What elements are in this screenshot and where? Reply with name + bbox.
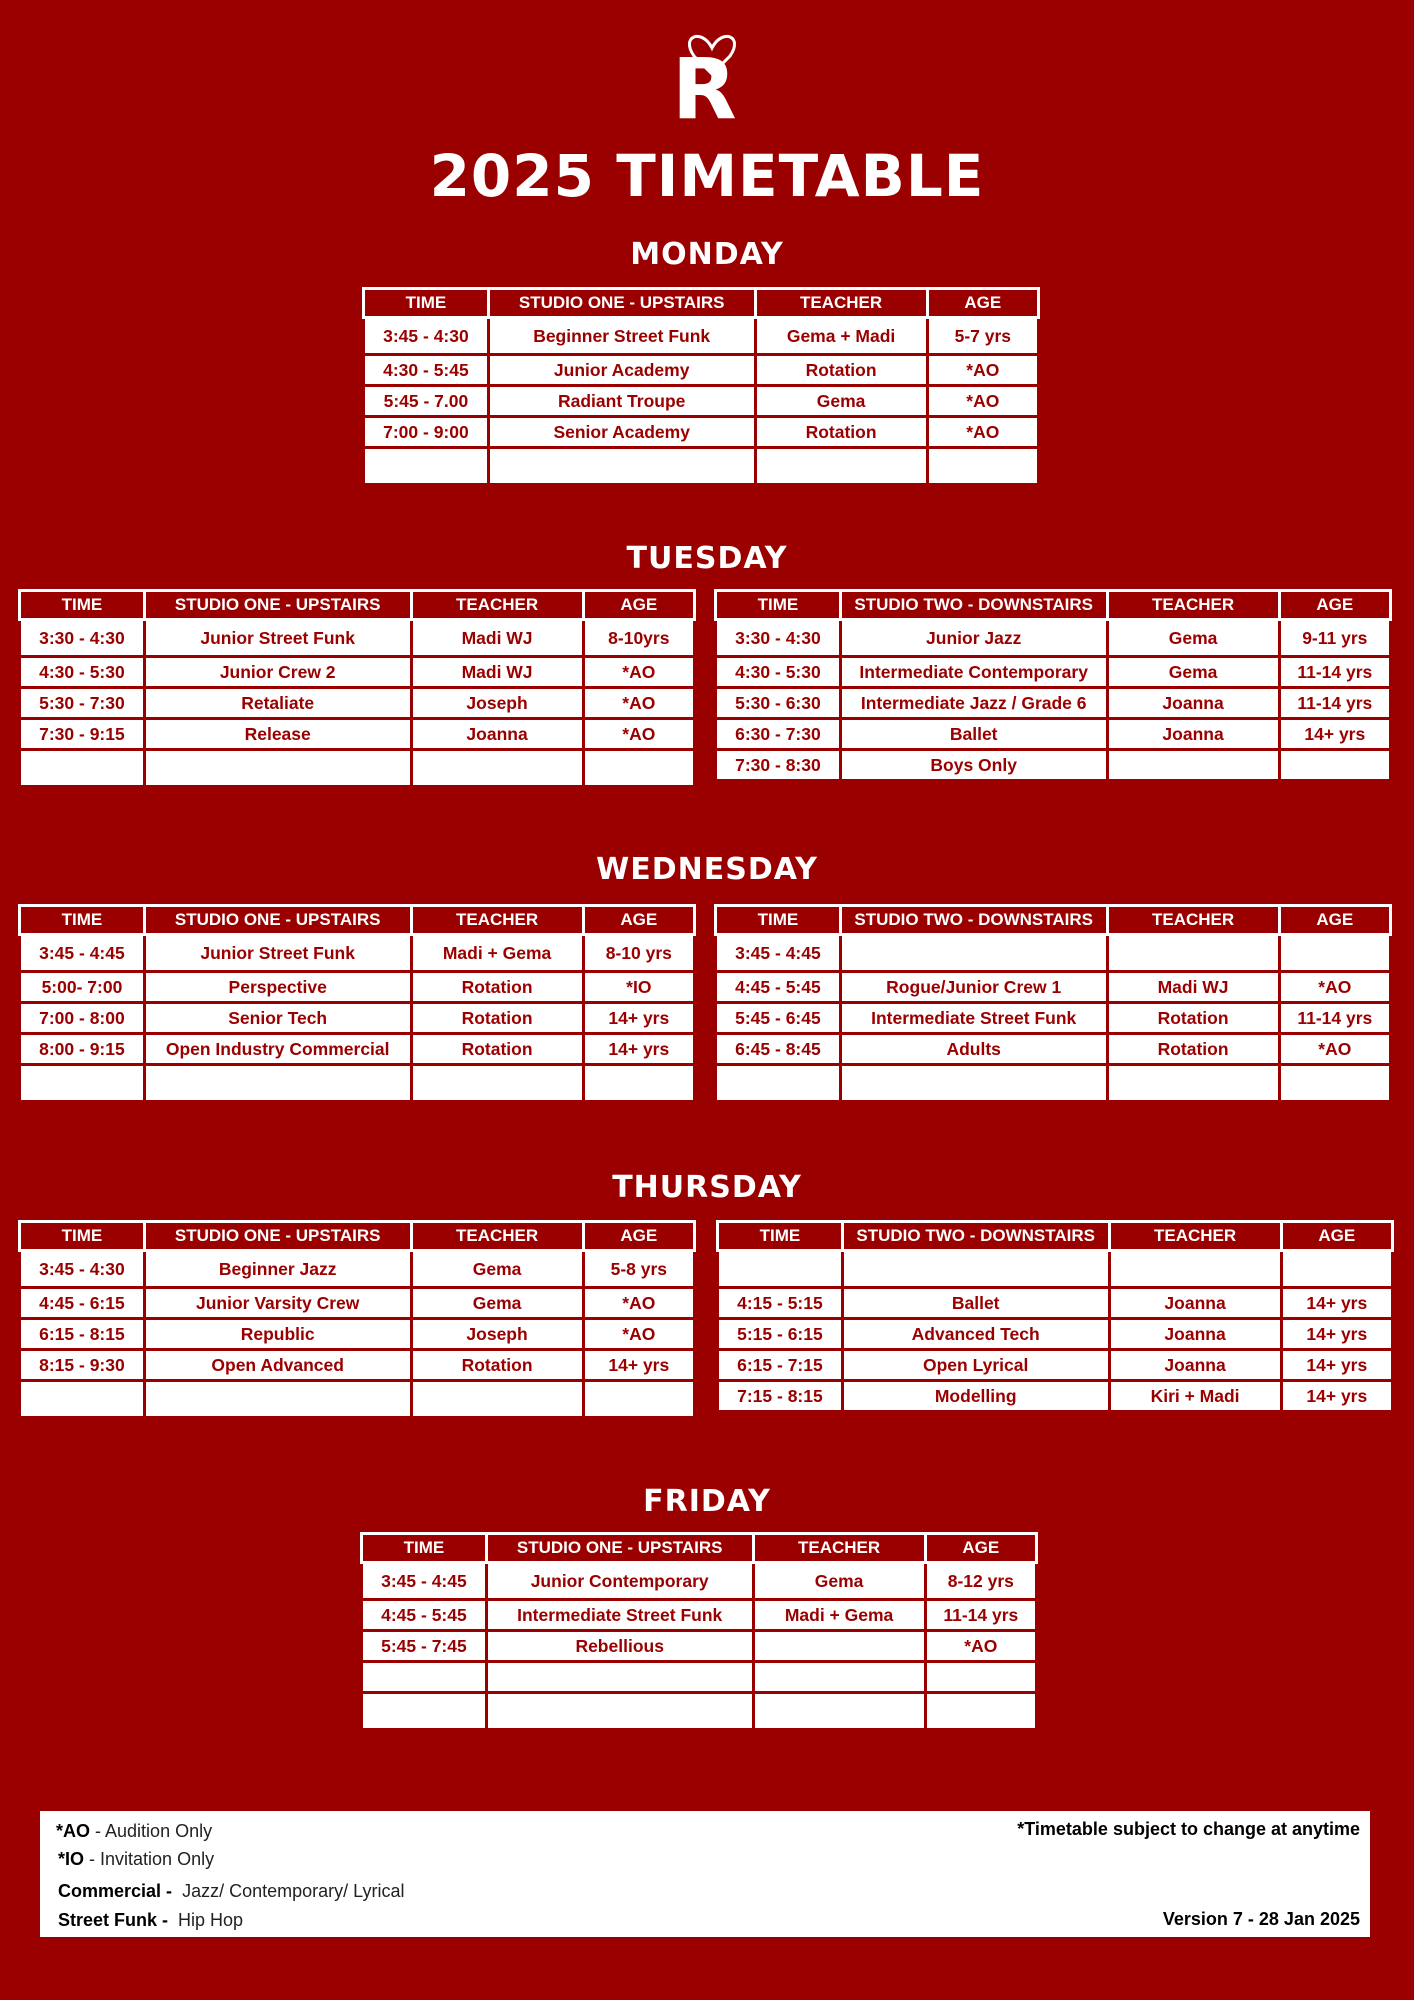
studio-header: STUDIO TWO - DOWNSTAIRS xyxy=(842,1222,1109,1251)
thursday-studio-one-table xyxy=(18,1220,696,1419)
table-row xyxy=(20,1381,695,1418)
teacher-cell: Gema xyxy=(411,1288,583,1319)
time-cell: 8:15 - 9:30 xyxy=(20,1350,145,1381)
teacher-cell: Gema xyxy=(755,386,927,417)
time-cell: 7:00 - 8:00 xyxy=(20,1003,145,1034)
class-cell: Adults xyxy=(840,1034,1107,1065)
class-cell: Open Advanced xyxy=(144,1350,411,1381)
age-cell xyxy=(925,1662,1036,1693)
class-cell: Beginner Jazz xyxy=(144,1251,411,1288)
class-cell: Advanced Tech xyxy=(842,1319,1109,1350)
class-cell xyxy=(840,935,1107,972)
time-cell: 4:45 - 5:45 xyxy=(716,972,841,1003)
time-cell xyxy=(716,1065,841,1102)
teacher-cell: Gema xyxy=(411,1251,583,1288)
class-cell xyxy=(486,1693,753,1730)
age-cell: 14+ yrs xyxy=(1281,1381,1392,1412)
class-cell xyxy=(144,750,411,787)
monday-studio-one-table xyxy=(362,287,1040,486)
table-row xyxy=(718,1381,1393,1412)
teacher-cell xyxy=(411,750,583,787)
thursday-title: THURSDAY xyxy=(612,1170,802,1205)
teacher-cell: Kiri + Madi xyxy=(1109,1381,1281,1412)
class-cell: Modelling xyxy=(842,1381,1109,1412)
teacher-cell: Gema xyxy=(1107,620,1279,657)
age-cell: *AO xyxy=(1279,972,1390,1003)
class-cell: Boys Only xyxy=(840,750,1107,781)
teacher-cell: Gema xyxy=(753,1563,925,1600)
table-row xyxy=(362,1631,1037,1662)
class-cell: Retaliate xyxy=(144,688,411,719)
studio-header: STUDIO ONE - UPSTAIRS xyxy=(488,289,755,318)
teacher-cell: Joseph xyxy=(411,1319,583,1350)
teacher-cell: Joanna xyxy=(1109,1288,1281,1319)
table-row xyxy=(20,1034,695,1065)
teacher-cell: Gema xyxy=(1107,657,1279,688)
class-cell: Rogue/Junior Crew 1 xyxy=(840,972,1107,1003)
teacher-cell: Gema + Madi xyxy=(755,318,927,355)
age-cell: *AO xyxy=(583,688,694,719)
time-cell xyxy=(364,448,489,485)
teacher-cell: Madi + Gema xyxy=(753,1600,925,1631)
thursday-studio-two-table xyxy=(716,1220,1394,1413)
time-cell xyxy=(718,1251,843,1288)
time-cell: 6:45 - 8:45 xyxy=(716,1034,841,1065)
studio-header: STUDIO ONE - UPSTAIRS xyxy=(144,591,411,620)
time-cell: 3:45 - 4:45 xyxy=(362,1563,487,1600)
age-header: AGE xyxy=(1279,591,1390,620)
teacher-cell: Madi WJ xyxy=(1107,972,1279,1003)
age-cell xyxy=(1281,1251,1392,1288)
class-cell xyxy=(144,1065,411,1102)
age-cell xyxy=(925,1693,1036,1730)
age-cell: 14+ yrs xyxy=(1281,1319,1392,1350)
teacher-header: TEACHER xyxy=(753,1534,925,1563)
teacher-cell xyxy=(1107,1065,1279,1102)
ao-key: *AO xyxy=(56,1821,91,1841)
class-cell: Ballet xyxy=(840,719,1107,750)
age-header: AGE xyxy=(583,906,694,935)
time-cell: 4:30 - 5:30 xyxy=(716,657,841,688)
table-row xyxy=(20,935,695,972)
time-cell xyxy=(20,750,145,787)
class-cell: Junior Street Funk xyxy=(144,935,411,972)
age-cell: 8-10yrs xyxy=(583,620,694,657)
teacher-cell: Rotation xyxy=(755,355,927,386)
class-cell xyxy=(486,1662,753,1693)
time-header: TIME xyxy=(716,906,841,935)
class-cell: Junior Academy xyxy=(488,355,755,386)
teacher-cell xyxy=(411,1381,583,1418)
table-row xyxy=(364,355,1039,386)
svg-text:R: R xyxy=(672,40,737,124)
teacher-cell: Joanna xyxy=(1109,1319,1281,1350)
age-cell: 5-8 yrs xyxy=(583,1251,694,1288)
age-cell: 8-12 yrs xyxy=(925,1563,1036,1600)
teacher-cell xyxy=(411,1065,583,1102)
time-header: TIME xyxy=(362,1534,487,1563)
studio-header: STUDIO ONE - UPSTAIRS xyxy=(486,1534,753,1563)
age-cell: *AO xyxy=(927,417,1038,448)
table-row xyxy=(364,386,1039,417)
teacher-header: TEACHER xyxy=(1107,906,1279,935)
class-cell: Senior Academy xyxy=(488,417,755,448)
wednesday-studio-one-table xyxy=(18,904,696,1103)
table-row xyxy=(718,1288,1393,1319)
teacher-cell xyxy=(753,1631,925,1662)
time-cell xyxy=(362,1693,487,1730)
teacher-cell xyxy=(753,1662,925,1693)
table-row xyxy=(716,935,1391,972)
friday-studio-one-table xyxy=(360,1532,1038,1731)
time-cell: 3:45 - 4:45 xyxy=(716,935,841,972)
teacher-cell: Joanna xyxy=(1107,719,1279,750)
streetfunk-text: Hip Hop xyxy=(178,1910,244,1930)
time-cell: 8:00 - 9:15 xyxy=(20,1034,145,1065)
teacher-header: TEACHER xyxy=(755,289,927,318)
time-cell: 5:45 - 7:45 xyxy=(362,1631,487,1662)
age-cell: *AO xyxy=(583,657,694,688)
class-cell: Rebellious xyxy=(486,1631,753,1662)
age-cell xyxy=(1279,935,1390,972)
ao-text: - Audition Only xyxy=(95,1821,213,1841)
class-cell: Junior Crew 2 xyxy=(144,657,411,688)
tuesday-title: TUESDAY xyxy=(626,541,788,576)
class-cell: Junior Jazz xyxy=(840,620,1107,657)
class-cell: Release xyxy=(144,719,411,750)
class-cell: Open Industry Commercial xyxy=(144,1034,411,1065)
time-cell: 6:15 - 7:15 xyxy=(718,1350,843,1381)
streetfunk-key: Street Funk - xyxy=(58,1910,169,1930)
age-cell: 9-11 yrs xyxy=(1279,620,1390,657)
class-cell: Radiant Troupe xyxy=(488,386,755,417)
time-cell xyxy=(362,1662,487,1693)
age-header: AGE xyxy=(927,289,1038,318)
time-cell: 4:30 - 5:45 xyxy=(364,355,489,386)
table-row xyxy=(362,1600,1037,1631)
age-header: AGE xyxy=(925,1534,1036,1563)
age-cell xyxy=(1279,1065,1390,1102)
table-row xyxy=(716,620,1391,657)
table-row xyxy=(716,1003,1391,1034)
teacher-cell: Rotation xyxy=(411,1034,583,1065)
age-cell: 14+ yrs xyxy=(1281,1350,1392,1381)
monday-title: MONDAY xyxy=(630,237,784,272)
table-row xyxy=(20,972,695,1003)
version-label: Version 7 - 28 Jan 2025 xyxy=(1162,1909,1360,1929)
table-row xyxy=(20,1065,695,1102)
commercial-text: Jazz/ Contemporary/ Lyrical xyxy=(182,1881,405,1901)
time-cell: 3:30 - 4:30 xyxy=(716,620,841,657)
time-header: TIME xyxy=(20,591,145,620)
table-row xyxy=(20,1319,695,1350)
time-cell: 6:15 - 8:15 xyxy=(20,1319,145,1350)
commercial-key: Commercial - xyxy=(58,1881,173,1901)
wednesday-title: WEDNESDAY xyxy=(596,852,818,887)
age-cell: 14+ yrs xyxy=(1279,719,1390,750)
age-cell: 11-14 yrs xyxy=(1279,688,1390,719)
age-header: AGE xyxy=(583,591,694,620)
tuesday-studio-one-table xyxy=(18,589,696,788)
table-row xyxy=(362,1662,1037,1693)
class-cell: Perspective xyxy=(144,972,411,1003)
class-cell: Republic xyxy=(144,1319,411,1350)
tuesday-studio-two-table xyxy=(714,589,1392,782)
time-header: TIME xyxy=(20,906,145,935)
table-row xyxy=(716,1065,1391,1102)
table-row xyxy=(20,657,695,688)
time-header: TIME xyxy=(20,1222,145,1251)
class-cell xyxy=(144,1381,411,1418)
table-row xyxy=(364,318,1039,355)
table-row xyxy=(716,719,1391,750)
time-cell: 4:15 - 5:15 xyxy=(718,1288,843,1319)
time-cell: 5:30 - 7:30 xyxy=(20,688,145,719)
time-header: TIME xyxy=(716,591,841,620)
class-cell: Intermediate Contemporary xyxy=(840,657,1107,688)
time-header: TIME xyxy=(364,289,489,318)
io-key: *IO xyxy=(58,1849,85,1869)
class-cell: Open Lyrical xyxy=(842,1350,1109,1381)
teacher-header: TEACHER xyxy=(411,906,583,935)
age-cell: *AO xyxy=(583,719,694,750)
age-cell: 8-10 yrs xyxy=(583,935,694,972)
legend-panel xyxy=(40,1811,1370,1937)
teacher-cell: Joanna xyxy=(411,719,583,750)
studio-header: STUDIO ONE - UPSTAIRS xyxy=(144,1222,411,1251)
class-cell: Junior Street Funk xyxy=(144,620,411,657)
age-cell xyxy=(1279,750,1390,781)
teacher-cell xyxy=(755,448,927,485)
teacher-cell: Rotation xyxy=(411,1003,583,1034)
teacher-cell: Joanna xyxy=(1107,688,1279,719)
age-header: AGE xyxy=(1281,1222,1392,1251)
age-cell xyxy=(583,1065,694,1102)
age-cell: *AO xyxy=(927,355,1038,386)
teacher-cell: Rotation xyxy=(755,417,927,448)
age-cell: *IO xyxy=(583,972,694,1003)
teacher-cell: Joanna xyxy=(1109,1350,1281,1381)
class-cell: Senior Tech xyxy=(144,1003,411,1034)
table-row xyxy=(718,1350,1393,1381)
table-row xyxy=(718,1319,1393,1350)
age-cell: 5-7 yrs xyxy=(927,318,1038,355)
teacher-header: TEACHER xyxy=(1109,1222,1281,1251)
teacher-cell: Madi WJ xyxy=(411,657,583,688)
time-cell: 7:30 - 9:15 xyxy=(20,719,145,750)
table-row xyxy=(364,417,1039,448)
teacher-cell: Joseph xyxy=(411,688,583,719)
teacher-header: TEACHER xyxy=(411,591,583,620)
teacher-cell: Madi + Gema xyxy=(411,935,583,972)
class-cell: Ballet xyxy=(842,1288,1109,1319)
age-cell xyxy=(583,750,694,787)
class-cell: Junior Varsity Crew xyxy=(144,1288,411,1319)
studio-logo xyxy=(672,18,752,124)
change-notice: *Timetable subject to change at anytime xyxy=(1017,1819,1360,1839)
age-cell: *AO xyxy=(583,1319,694,1350)
age-header: AGE xyxy=(583,1222,694,1251)
table-row xyxy=(20,688,695,719)
age-cell: 14+ yrs xyxy=(583,1350,694,1381)
time-cell: 5:45 - 6:45 xyxy=(716,1003,841,1034)
teacher-cell xyxy=(1107,750,1279,781)
age-header: AGE xyxy=(1279,906,1390,935)
class-cell: Intermediate Street Funk xyxy=(486,1600,753,1631)
age-cell: *AO xyxy=(927,386,1038,417)
class-cell: Intermediate Jazz / Grade 6 xyxy=(840,688,1107,719)
class-cell: Beginner Street Funk xyxy=(488,318,755,355)
table-row xyxy=(20,750,695,787)
table-row xyxy=(716,688,1391,719)
studio-header: STUDIO ONE - UPSTAIRS xyxy=(144,906,411,935)
class-cell: Intermediate Street Funk xyxy=(840,1003,1107,1034)
table-row xyxy=(364,448,1039,485)
age-cell: *AO xyxy=(583,1288,694,1319)
table-row xyxy=(716,1034,1391,1065)
teacher-cell: Rotation xyxy=(411,972,583,1003)
class-cell xyxy=(488,448,755,485)
teacher-cell xyxy=(1109,1251,1281,1288)
age-cell: 11-14 yrs xyxy=(1279,657,1390,688)
class-cell xyxy=(842,1251,1109,1288)
table-row xyxy=(20,1003,695,1034)
age-cell: *AO xyxy=(925,1631,1036,1662)
table-row xyxy=(20,1251,695,1288)
time-cell: 6:30 - 7:30 xyxy=(716,719,841,750)
time-cell: 3:45 - 4:30 xyxy=(364,318,489,355)
table-row xyxy=(716,750,1391,781)
age-cell: 11-14 yrs xyxy=(925,1600,1036,1631)
time-cell: 5:30 - 6:30 xyxy=(716,688,841,719)
time-cell: 5:45 - 7.00 xyxy=(364,386,489,417)
time-cell: 3:30 - 4:30 xyxy=(20,620,145,657)
time-header: TIME xyxy=(718,1222,843,1251)
age-cell: 14+ yrs xyxy=(583,1034,694,1065)
time-cell: 3:45 - 4:30 xyxy=(20,1251,145,1288)
table-row xyxy=(362,1693,1037,1730)
table-row xyxy=(20,719,695,750)
teacher-header: TEACHER xyxy=(411,1222,583,1251)
teacher-cell: Rotation xyxy=(1107,1034,1279,1065)
time-cell: 5:15 - 6:15 xyxy=(718,1319,843,1350)
friday-title: FRIDAY xyxy=(643,1484,771,1519)
age-cell: 14+ yrs xyxy=(1281,1288,1392,1319)
age-cell: 14+ yrs xyxy=(583,1003,694,1034)
class-cell: Junior Contemporary xyxy=(486,1563,753,1600)
class-cell xyxy=(840,1065,1107,1102)
wednesday-studio-two-table xyxy=(714,904,1392,1103)
time-cell: 7:00 - 9:00 xyxy=(364,417,489,448)
studio-header: STUDIO TWO - DOWNSTAIRS xyxy=(840,591,1107,620)
table-row xyxy=(20,1288,695,1319)
time-cell xyxy=(20,1381,145,1418)
table-row xyxy=(716,972,1391,1003)
teacher-cell: Rotation xyxy=(411,1350,583,1381)
table-row xyxy=(716,657,1391,688)
time-cell: 4:45 - 6:15 xyxy=(20,1288,145,1319)
time-cell: 5:00- 7:00 xyxy=(20,972,145,1003)
io-text: - Invitation Only xyxy=(89,1849,215,1869)
age-cell: 11-14 yrs xyxy=(1279,1003,1390,1034)
time-cell: 4:45 - 5:45 xyxy=(362,1600,487,1631)
time-cell: 7:15 - 8:15 xyxy=(718,1381,843,1412)
table-row xyxy=(20,620,695,657)
age-cell xyxy=(927,448,1038,485)
table-row xyxy=(718,1251,1393,1288)
time-cell: 4:30 - 5:30 xyxy=(20,657,145,688)
time-cell xyxy=(20,1065,145,1102)
teacher-cell: Rotation xyxy=(1107,1003,1279,1034)
teacher-header: TEACHER xyxy=(1107,591,1279,620)
teacher-cell xyxy=(1107,935,1279,972)
table-row xyxy=(362,1563,1037,1600)
page-title: 2025 TIMETABLE xyxy=(429,142,985,210)
teacher-cell: Madi WJ xyxy=(411,620,583,657)
time-cell: 7:30 - 8:30 xyxy=(716,750,841,781)
teacher-cell xyxy=(753,1693,925,1730)
age-cell: *AO xyxy=(1279,1034,1390,1065)
table-row xyxy=(20,1350,695,1381)
studio-header: STUDIO TWO - DOWNSTAIRS xyxy=(840,906,1107,935)
time-cell: 3:45 - 4:45 xyxy=(20,935,145,972)
age-cell xyxy=(583,1381,694,1418)
